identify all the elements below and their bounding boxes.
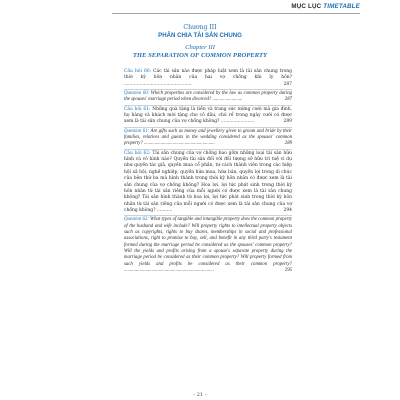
chapter-number-vi: Chương III	[183, 24, 217, 31]
header-part1: MỤC LỤC	[291, 3, 322, 10]
page-ref: 287	[284, 97, 292, 103]
question-text: Các tài sản nào được pháp luật xem là tài sản chung trong thời kỳ hôn nhân của hai vợ chồng khi ly hôn? ................................................	[124, 69, 293, 87]
page-ref: 294	[283, 207, 292, 213]
question-label: Câu hỏi 62:	[124, 150, 151, 156]
toc-entry[interactable]	[124, 107, 292, 128]
page-number: - 21 -	[193, 392, 207, 398]
question-text: Which properties are considered by the law as common property during the spouses' marriage period when divorced? .........................	[124, 91, 292, 103]
header-part2: TIMETABLE	[323, 3, 360, 10]
question-label: Câu hỏi 60:	[124, 69, 152, 74]
question-text: Tài sản chung của vợ chồng bao gồm những loại tài sản hữu hình và vô hình nào? Quyền tài sản đối với đối tượng sở hữu trí tuệ ví dụ như quyền tác giả, quyền mua cổ phần, tư cách thành viên trong các hiệp hội xã hội, nghề nghiệp, quyền hứa mua, hứa bán, quyền lợi trong di chúc của bên thứ ba mà hình thành trong thời kỳ hôn nhân có được xem là tài sản chung của vợ chồng không? Hoa lợi, lợi tức phát sinh trong thời kỳ hôn nhân từ tài sản riêng của mỗi người có được xem là tài sản chung không? Tài sản hình thành từ hoa lợi, lợi tức phát sinh trong thời kỳ hôn nhân từ tài sản riêng của mỗi người có được xem là tài sản chung của vợ chồng không? ...........	[124, 150, 292, 213]
question-text: Những quà tặng là tiền và trang sức mừng cưới mà gia đình, họ hàng và khách mời tặng cho cô dâu, chú rể trong ngày cưới có được xem là tài sản chung của vợ chồng không? ........................	[124, 106, 292, 125]
header-rule	[112, 13, 360, 14]
chapter-title-vi: PHÂN CHIA TÀI SẢN CHUNG	[158, 32, 242, 39]
toc-list	[124, 69, 292, 274]
running-header	[291, 3, 360, 10]
toc-entry[interactable]	[124, 217, 292, 274]
toc-entry[interactable]	[124, 69, 292, 90]
toc-entry[interactable]	[124, 129, 292, 150]
page-ref: 289	[284, 141, 292, 147]
question-label: Question 61:	[124, 128, 150, 134]
toc-entry[interactable]	[124, 151, 292, 216]
question-label: Question 62:	[124, 217, 149, 223]
chapter-number-en: Chapter III	[185, 44, 215, 51]
question-label: Question 60:	[124, 91, 150, 97]
toc-entry[interactable]	[124, 91, 292, 106]
page-ref: 295	[284, 267, 292, 273]
chapter-title-en: THE SEPARATION OF COMMON PROPERTY	[132, 52, 268, 59]
question-text: What types of tangible and intangible property does the common property of the husband and wife include? Will property rights to intellectual property objects such as copyrights, rights to buy shares, memberships in social and professional associations, right to promise to buy, sell, and benefit in any third party's testament formed during the marriage period be considered as the spouses' common property? Will the yields and profits arising from a spouse's separate property during the marriage period be considered as their common property? Will property formed from such yields and profits be considered as their common property? ...........................................................................	[124, 217, 292, 273]
question-label: Câu hỏi 61:	[124, 106, 151, 112]
page-ref: 287	[283, 81, 292, 87]
page-ref: 289	[283, 119, 292, 125]
question-text: Are gifts such as money and jewellery given to groom and bride by their families, relatives and guests in the wedding considered as the spouses' common property? ...........................................................	[124, 128, 292, 147]
page-header	[0, 0, 400, 16]
chapter-titles	[0, 24, 400, 60]
